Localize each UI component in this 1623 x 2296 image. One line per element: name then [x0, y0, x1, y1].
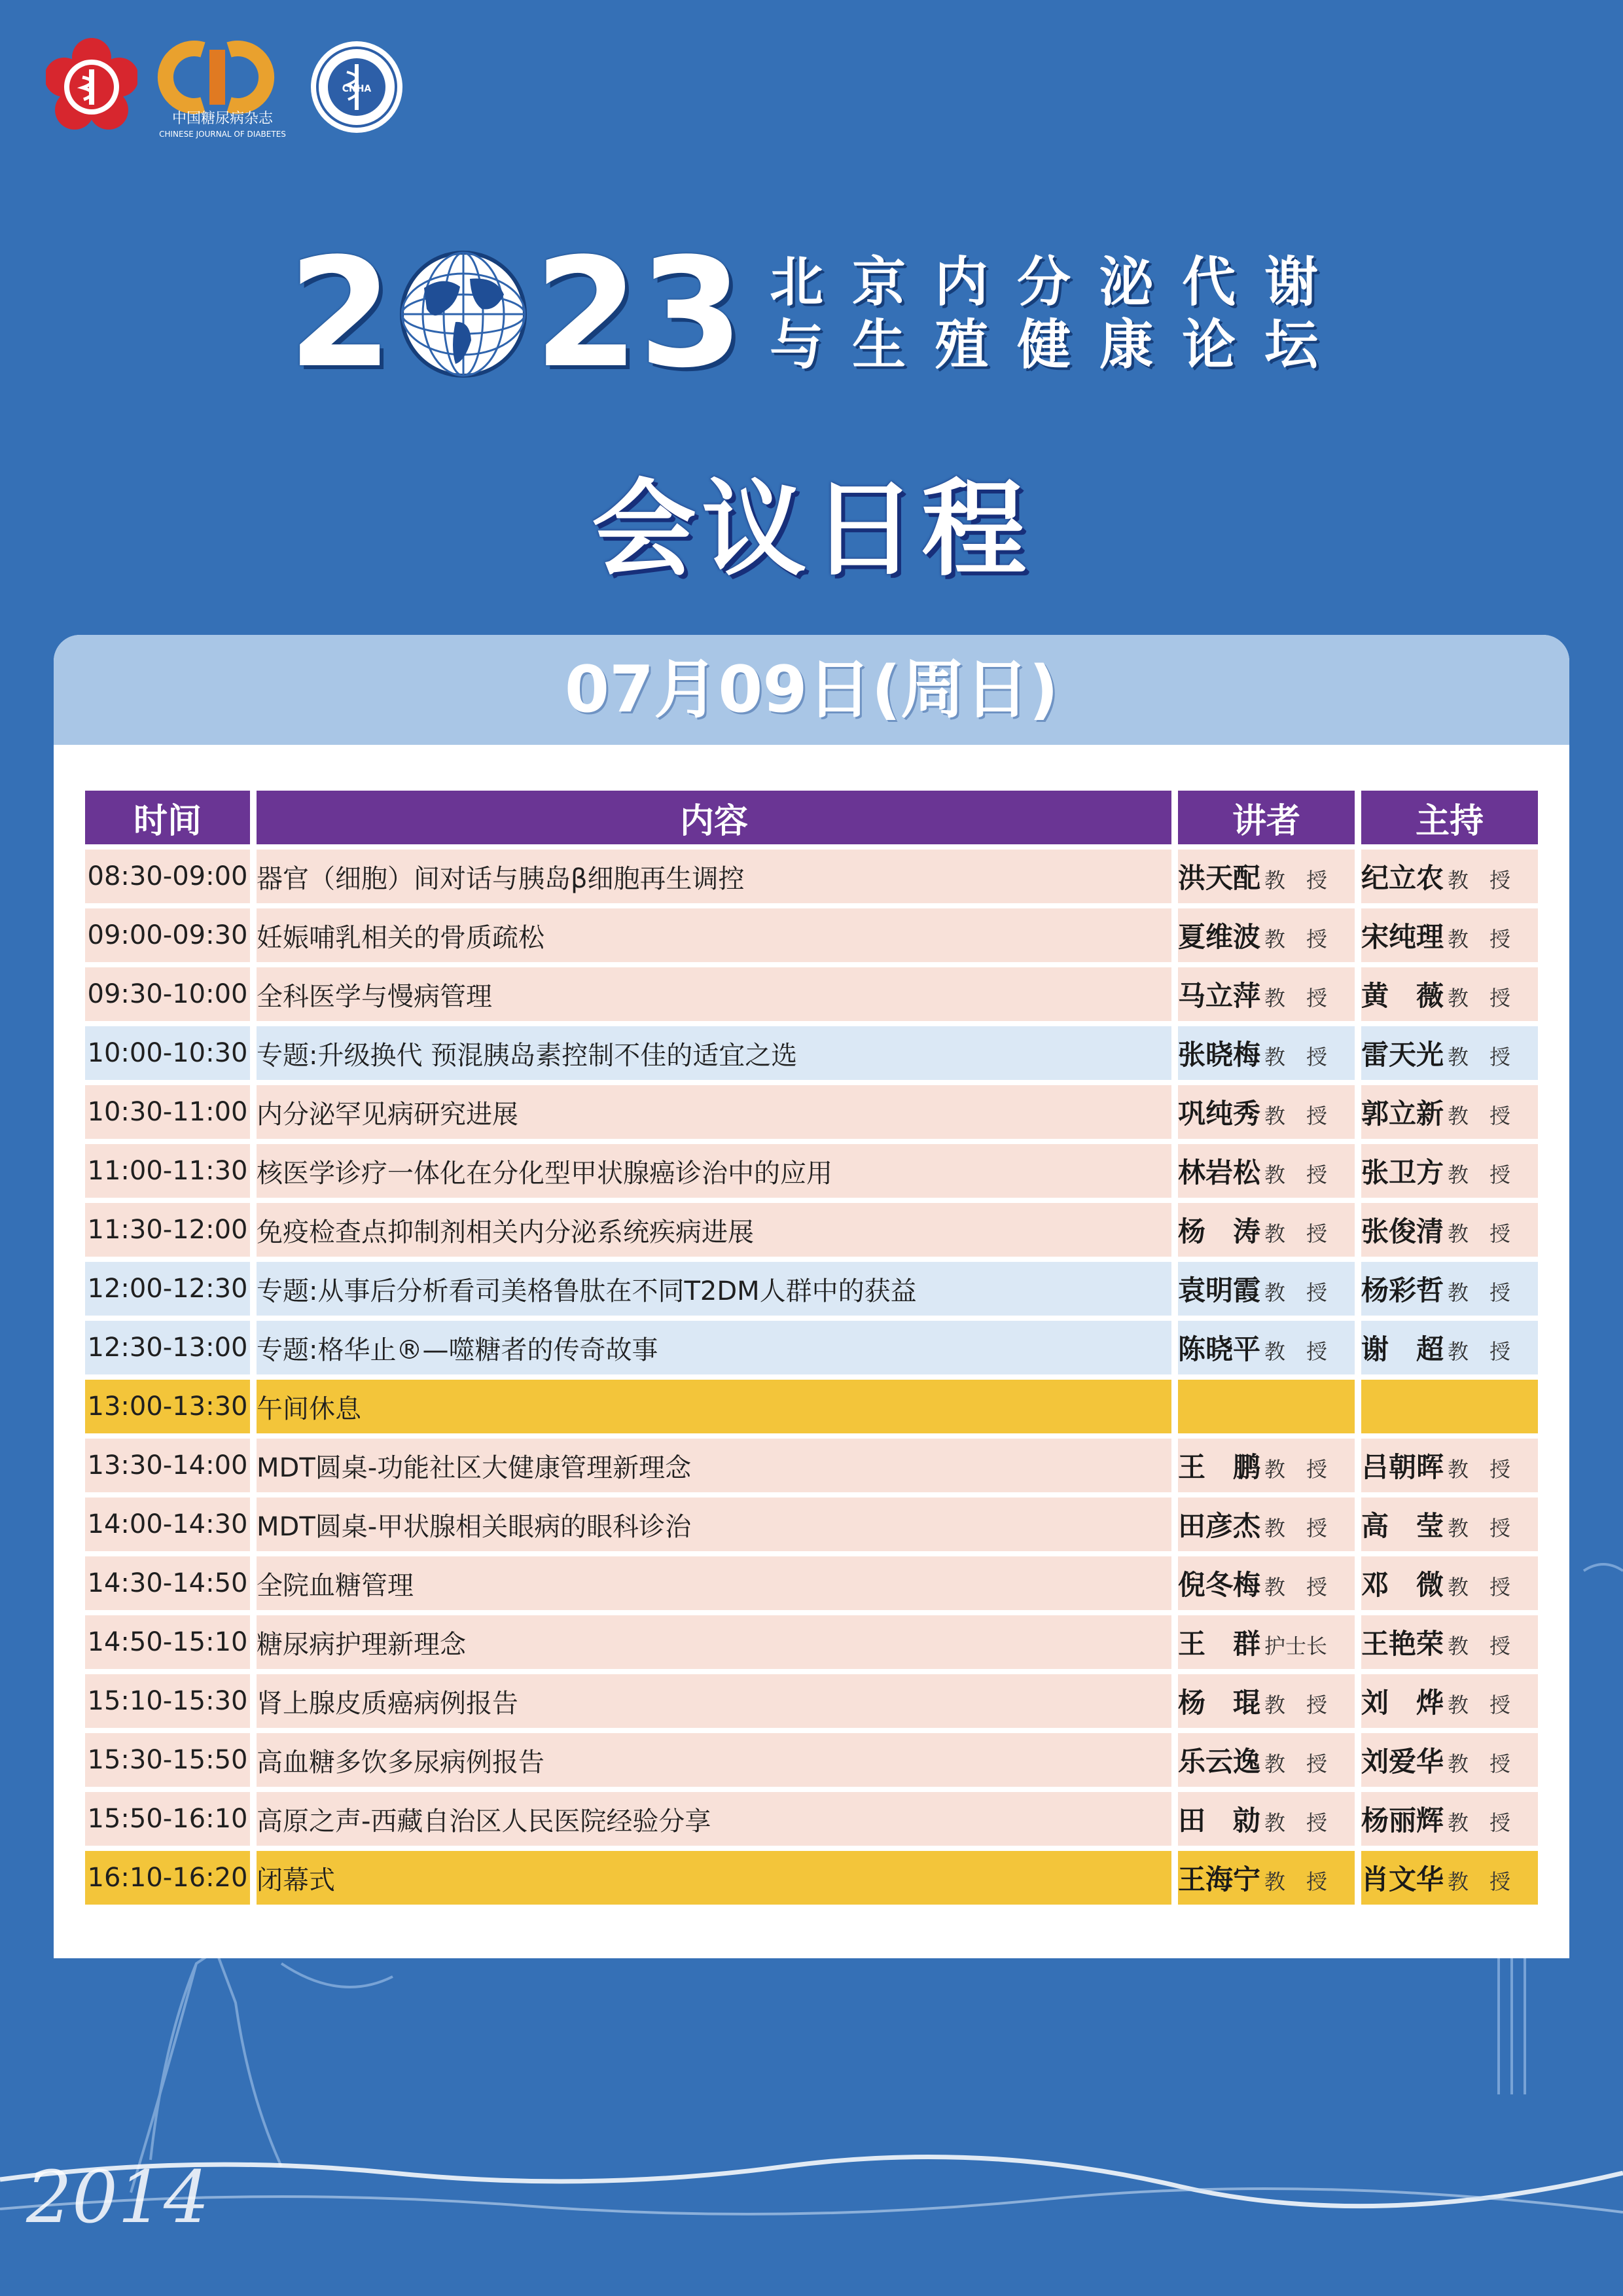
schedule-row — [85, 1733, 1538, 1787]
speaker-name: 张晓梅 — [1178, 1039, 1261, 1071]
schedule-table — [79, 785, 1544, 1910]
speaker-name: 倪冬梅 — [1178, 1569, 1261, 1601]
session-topic: MDT圆桌-功能社区大健康管理新理念 — [257, 1439, 1171, 1492]
session-topic: 免疫检查点抑制剂相关内分泌系统疾病进展 — [257, 1203, 1171, 1257]
host-name: 张俊清 — [1361, 1215, 1444, 1247]
session-time: 09:00-09:30 — [85, 908, 250, 962]
session-topic: 器官（细胞）间对话与胰岛β细胞再生调控 — [257, 850, 1171, 903]
speaker-cell — [1178, 908, 1355, 962]
speaker-cell — [1178, 1203, 1355, 1257]
speaker-title: 教 授 — [1264, 1751, 1328, 1776]
session-topic: 专题:格华止®—噬糖者的传奇故事 — [257, 1321, 1171, 1374]
host-title: 教 授 — [1448, 1280, 1511, 1305]
speaker-cell — [1178, 1792, 1355, 1846]
speaker-title: 教 授 — [1264, 927, 1328, 952]
speaker-cell — [1178, 1085, 1355, 1139]
date-heading: 07月09日(周日) — [54, 635, 1569, 745]
host-cell — [1361, 850, 1538, 903]
host-name: 谢 超 — [1361, 1333, 1444, 1365]
session-time: 13:30-14:00 — [85, 1439, 250, 1492]
host-cell — [1361, 1439, 1538, 1492]
speaker-title: 护士长 — [1264, 1634, 1328, 1659]
speaker-name: 巩纯秀 — [1178, 1098, 1261, 1130]
host-title: 教 授 — [1448, 1516, 1511, 1541]
host-cell — [1361, 1144, 1538, 1198]
host-cell — [1361, 1380, 1538, 1433]
schedule-row — [85, 1262, 1538, 1316]
speaker-cell — [1178, 1498, 1355, 1551]
schedule-row — [85, 1498, 1538, 1551]
schedule-row — [85, 1615, 1538, 1669]
session-time: 15:10-15:30 — [85, 1674, 250, 1728]
speaker-cell — [1178, 1733, 1355, 1787]
host-title: 教 授 — [1448, 1634, 1511, 1659]
host-name: 黄 薇 — [1361, 980, 1444, 1012]
logo-bar — [46, 38, 406, 139]
speaker-title: 教 授 — [1264, 868, 1328, 893]
session-time: 12:30-13:00 — [85, 1321, 250, 1374]
speaker-name: 袁明霞 — [1178, 1274, 1261, 1306]
speaker-name: 乐云逸 — [1178, 1746, 1261, 1778]
host-cell — [1361, 1203, 1538, 1257]
speaker-name: 田彦杰 — [1178, 1510, 1261, 1542]
session-topic: 内分泌罕见病研究进展 — [257, 1085, 1171, 1139]
host-name: 邓 微 — [1361, 1569, 1444, 1601]
session-time: 11:30-12:00 — [85, 1203, 250, 1257]
speaker-name: 马立萍 — [1178, 980, 1261, 1012]
session-time: 16:10-16:20 — [85, 1851, 250, 1905]
column-header-speaker: 讲者 — [1178, 791, 1355, 844]
host-name: 杨丽辉 — [1361, 1804, 1444, 1837]
speaker-cell — [1178, 1262, 1355, 1316]
host-cell — [1361, 908, 1538, 962]
page-title: 会议日程 — [591, 468, 1031, 590]
speaker-cell — [1178, 1851, 1355, 1905]
host-title: 教 授 — [1448, 1810, 1511, 1835]
speaker-title: 教 授 — [1264, 986, 1328, 1011]
host-name: 王艳荣 — [1361, 1628, 1444, 1660]
schedule-row — [85, 1674, 1538, 1728]
speaker-title: 教 授 — [1264, 1516, 1328, 1541]
session-topic: 核医学诊疗一体化在分化型甲状腺癌诊治中的应用 — [257, 1144, 1171, 1198]
speaker-name: 杨 琨 — [1178, 1687, 1261, 1719]
schedule-row — [85, 850, 1538, 903]
speaker-title: 教 授 — [1264, 1103, 1328, 1128]
speaker-cell — [1178, 1026, 1355, 1080]
column-header-content: 内容 — [257, 791, 1171, 844]
session-topic: 妊娠哺乳相关的骨质疏松 — [257, 908, 1171, 962]
host-cell — [1361, 1792, 1538, 1846]
host-title: 教 授 — [1448, 1869, 1511, 1894]
host-name: 吕朝晖 — [1361, 1451, 1444, 1483]
host-title: 教 授 — [1448, 1221, 1511, 1246]
speaker-name: 杨 涛 — [1178, 1215, 1261, 1247]
column-header-host: 主持 — [1361, 791, 1538, 844]
schedule-row — [85, 1144, 1538, 1198]
hospital-emblem — [46, 38, 137, 136]
session-time: 12:00-12:30 — [85, 1262, 250, 1316]
session-time: 10:00-10:30 — [85, 1026, 250, 1080]
schedule-row — [85, 1792, 1538, 1846]
speaker-title: 教 授 — [1264, 1221, 1328, 1246]
speaker-title: 教 授 — [1264, 1693, 1328, 1717]
schedule-row — [85, 1380, 1538, 1433]
journal-logo-caption: CHINESE JOURNAL OF DIABETES — [159, 130, 286, 139]
speaker-name: 王 群 — [1178, 1628, 1261, 1660]
session-time: 15:50-16:10 — [85, 1792, 250, 1846]
host-title: 教 授 — [1448, 1045, 1511, 1069]
host-cell — [1361, 1615, 1538, 1669]
host-name: 张卫方 — [1361, 1157, 1444, 1189]
session-topic: MDT圆桌-甲状腺相关眼病的眼科诊治 — [257, 1498, 1171, 1551]
session-time: 10:30-11:00 — [85, 1085, 250, 1139]
cnha-emblem — [308, 38, 406, 136]
speaker-cell — [1178, 1144, 1355, 1198]
host-title: 教 授 — [1448, 986, 1511, 1011]
host-cell — [1361, 1026, 1538, 1080]
speaker-cell — [1178, 1321, 1355, 1374]
schedule-row — [85, 1026, 1538, 1080]
forum-name — [770, 251, 1347, 377]
session-time: 11:00-11:30 — [85, 1144, 250, 1198]
schedule-row — [85, 1851, 1538, 1905]
speaker-title: 教 授 — [1264, 1339, 1328, 1364]
journal-logo — [157, 38, 288, 139]
host-name: 刘爱华 — [1361, 1746, 1444, 1778]
host-name: 郭立新 — [1361, 1098, 1444, 1130]
session-time: 14:50-15:10 — [85, 1615, 250, 1669]
speaker-title: 教 授 — [1264, 1575, 1328, 1600]
watermark-year: 2014 — [26, 2155, 209, 2239]
year-left: 2 — [288, 226, 393, 401]
session-topic: 糖尿病护理新理念 — [257, 1615, 1171, 1669]
forum-title — [288, 226, 1347, 401]
session-topic: 高原之声-西藏自治区人民医院经验分享 — [257, 1792, 1171, 1846]
host-cell — [1361, 1851, 1538, 1905]
column-header-time: 时间 — [85, 791, 250, 844]
host-title: 教 授 — [1448, 1162, 1511, 1187]
svg-text:中国糖尿病杂志: 中国糖尿病杂志 — [171, 111, 274, 127]
speaker-cell — [1178, 967, 1355, 1021]
speaker-name: 陈晓平 — [1178, 1333, 1261, 1365]
host-cell — [1361, 1733, 1538, 1787]
speaker-title: 教 授 — [1264, 1162, 1328, 1187]
session-topic: 高血糖多饮多尿病例报告 — [257, 1733, 1171, 1787]
speaker-name: 夏维波 — [1178, 921, 1261, 953]
schedule-row — [85, 1203, 1538, 1257]
year-right: 23 — [534, 226, 744, 401]
host-name: 刘 烨 — [1361, 1687, 1444, 1719]
session-time: 14:00-14:30 — [85, 1498, 250, 1551]
schedule-row — [85, 1321, 1538, 1374]
host-cell — [1361, 1498, 1538, 1551]
speaker-cell — [1178, 1615, 1355, 1669]
speaker-title: 教 授 — [1264, 1280, 1328, 1305]
host-title: 教 授 — [1448, 1693, 1511, 1717]
schedule-row — [85, 1085, 1538, 1139]
host-cell — [1361, 1262, 1538, 1316]
speaker-name: 田 勍 — [1178, 1804, 1261, 1837]
speaker-name: 洪天配 — [1178, 862, 1261, 894]
speaker-cell — [1178, 1556, 1355, 1610]
host-name: 纪立农 — [1361, 862, 1444, 894]
host-title: 教 授 — [1448, 1575, 1511, 1600]
host-title: 教 授 — [1448, 927, 1511, 952]
schedule-row — [85, 1439, 1538, 1492]
schedule-row — [85, 1556, 1538, 1610]
host-cell — [1361, 1085, 1538, 1139]
host-title: 教 授 — [1448, 1457, 1511, 1482]
host-name: 高 莹 — [1361, 1510, 1444, 1542]
host-name: 肖文华 — [1361, 1863, 1444, 1895]
speaker-name: 王 鹏 — [1178, 1451, 1261, 1483]
svg-text:CNHA: CNHA — [342, 84, 372, 94]
schedule-header-row — [85, 791, 1538, 844]
host-title: 教 授 — [1448, 1751, 1511, 1776]
session-topic: 闭幕式 — [257, 1851, 1171, 1905]
schedule-body — [85, 850, 1538, 1905]
host-title: 教 授 — [1448, 868, 1511, 893]
host-name: 杨彩哲 — [1361, 1274, 1444, 1306]
forum-name-line-2: 与生殖健康论坛 — [770, 314, 1347, 376]
globe-icon — [398, 249, 529, 380]
schedule-row — [85, 908, 1538, 962]
host-cell — [1361, 1321, 1538, 1374]
speaker-cell — [1178, 850, 1355, 903]
session-topic: 肾上腺皮质癌病例报告 — [257, 1674, 1171, 1728]
session-time: 13:00-13:30 — [85, 1380, 250, 1433]
speaker-cell — [1178, 1380, 1355, 1433]
speaker-title: 教 授 — [1264, 1810, 1328, 1835]
host-cell — [1361, 1674, 1538, 1728]
session-topic: 专题:升级换代 预混胰岛素控制不佳的适宜之选 — [257, 1026, 1171, 1080]
speaker-title: 教 授 — [1264, 1045, 1328, 1069]
speaker-name: 林岩松 — [1178, 1157, 1261, 1189]
schedule-card — [54, 635, 1569, 1958]
speaker-name: 王海宁 — [1178, 1863, 1261, 1895]
speaker-title: 教 授 — [1264, 1457, 1328, 1482]
forum-name-line-1: 北京内分泌代谢 — [770, 251, 1347, 314]
speaker-cell — [1178, 1674, 1355, 1728]
schedule-row — [85, 967, 1538, 1021]
host-name: 宋纯理 — [1361, 921, 1444, 953]
speaker-cell — [1178, 1439, 1355, 1492]
session-topic: 专题:从事后分析看司美格鲁肽在不同T2DM人群中的获益 — [257, 1262, 1171, 1316]
session-topic: 全科医学与慢病管理 — [257, 967, 1171, 1021]
session-topic: 全院血糖管理 — [257, 1556, 1171, 1610]
session-time: 15:30-15:50 — [85, 1733, 250, 1787]
host-cell — [1361, 967, 1538, 1021]
session-topic: 午间休息 — [257, 1380, 1171, 1433]
host-name: 雷天光 — [1361, 1039, 1444, 1071]
host-title: 教 授 — [1448, 1339, 1511, 1364]
session-time: 14:30-14:50 — [85, 1556, 250, 1610]
session-time: 09:30-10:00 — [85, 967, 250, 1021]
host-title: 教 授 — [1448, 1103, 1511, 1128]
speaker-title: 教 授 — [1264, 1869, 1328, 1894]
host-cell — [1361, 1556, 1538, 1610]
session-time: 08:30-09:00 — [85, 850, 250, 903]
